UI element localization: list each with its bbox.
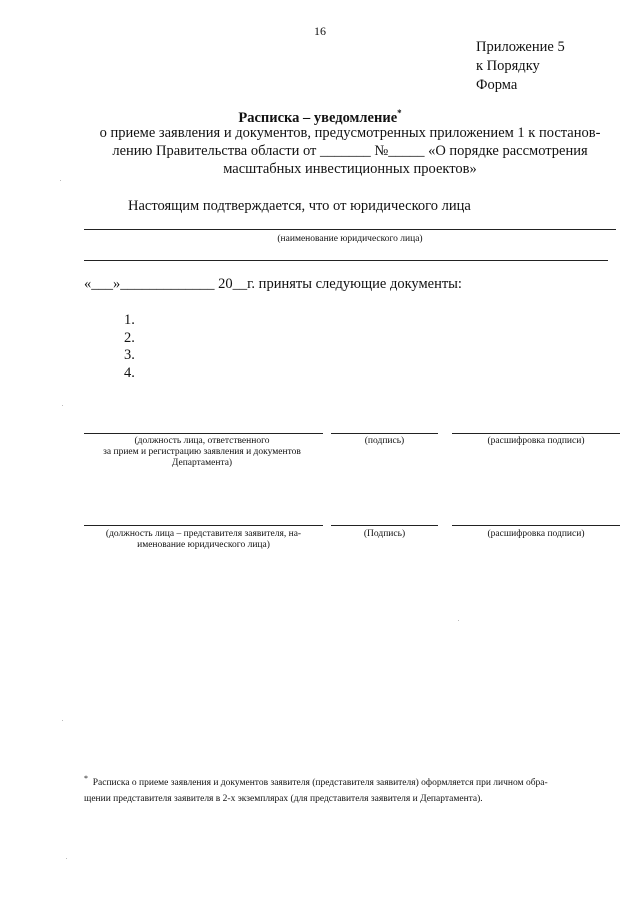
confirmation-text: Настоящим подтверждается, что от юридического лица bbox=[128, 198, 471, 214]
caption-line: Департамента) bbox=[171, 458, 233, 468]
list-item: 3. bbox=[124, 347, 135, 363]
subtitle-line-2: лению Правительства области от _______ №_____ «О порядке рассмотрения bbox=[112, 143, 588, 159]
footnote-line-2: щении представителя заявителя в 2-х экземплярах (для представителя заявителя и Департамента). bbox=[84, 794, 483, 805]
document-subtitle bbox=[80, 124, 620, 178]
applicant-decoding-line bbox=[452, 525, 620, 526]
legal-entity-caption: (наименование юридического лица) bbox=[277, 234, 423, 244]
responsible-position-line bbox=[84, 433, 323, 434]
caption-line: (должность лица, ответственного bbox=[134, 436, 270, 446]
scan-speck bbox=[62, 720, 63, 721]
appendix-line-1: Приложение 5 bbox=[476, 39, 565, 55]
appendix-line-3: Форма bbox=[476, 77, 518, 93]
appendix-line-2: к Порядку bbox=[476, 58, 540, 74]
list-item: 2. bbox=[124, 329, 135, 346]
applicant-position-line bbox=[84, 525, 323, 526]
responsible-decoding-caption: (расшифровка подписи) bbox=[487, 436, 585, 446]
title-footnote-marker: * bbox=[397, 108, 402, 118]
scan-speck bbox=[62, 405, 63, 406]
applicant-position-caption bbox=[84, 529, 323, 551]
applicant-signature-line bbox=[331, 525, 438, 526]
appendix-label bbox=[476, 38, 565, 95]
document-title-text: Расписка – уведомление bbox=[238, 109, 398, 126]
page-number: 16 bbox=[314, 24, 326, 38]
footnote-text-1: Расписка о приеме заявления и документов заявителя (представителя заявителя) оформляется при личном обра- bbox=[92, 778, 548, 789]
scan-speck bbox=[66, 858, 67, 859]
footnote-line-1 bbox=[84, 771, 624, 791]
applicant-signature-caption: (Подпись) bbox=[363, 529, 406, 539]
footnote-marker: * bbox=[84, 774, 88, 783]
caption-line: (должность лица – представителя заявителя, на- bbox=[105, 529, 302, 539]
caption-line: именование юридического лица) bbox=[137, 540, 270, 550]
footnote bbox=[84, 771, 624, 807]
responsible-signature-line bbox=[331, 433, 438, 434]
responsible-decoding-line bbox=[452, 433, 620, 434]
document-list bbox=[124, 312, 135, 382]
applicant-decoding-caption: (расшифровка подписи) bbox=[487, 529, 585, 539]
legal-entity-line-2 bbox=[84, 260, 608, 261]
legal-entity-line-1 bbox=[84, 229, 616, 230]
date-line: «___»_____________ 20__г. приняты следующие документы: bbox=[84, 276, 462, 292]
responsible-position-caption bbox=[70, 436, 334, 469]
caption-line: за прием и регистрацию заявления и документов bbox=[103, 447, 301, 457]
scan-speck bbox=[458, 620, 459, 621]
list-item: 4. bbox=[124, 364, 135, 381]
scan-speck bbox=[60, 180, 61, 181]
subtitle-line-3: масштабных инвестиционных проектов» bbox=[223, 161, 477, 177]
responsible-signature-caption: (подпись) bbox=[364, 436, 405, 446]
list-item: 1. bbox=[124, 312, 135, 328]
subtitle-line-1: о приеме заявления и документов, предусмотренных приложением 1 к постанов- bbox=[99, 125, 601, 141]
